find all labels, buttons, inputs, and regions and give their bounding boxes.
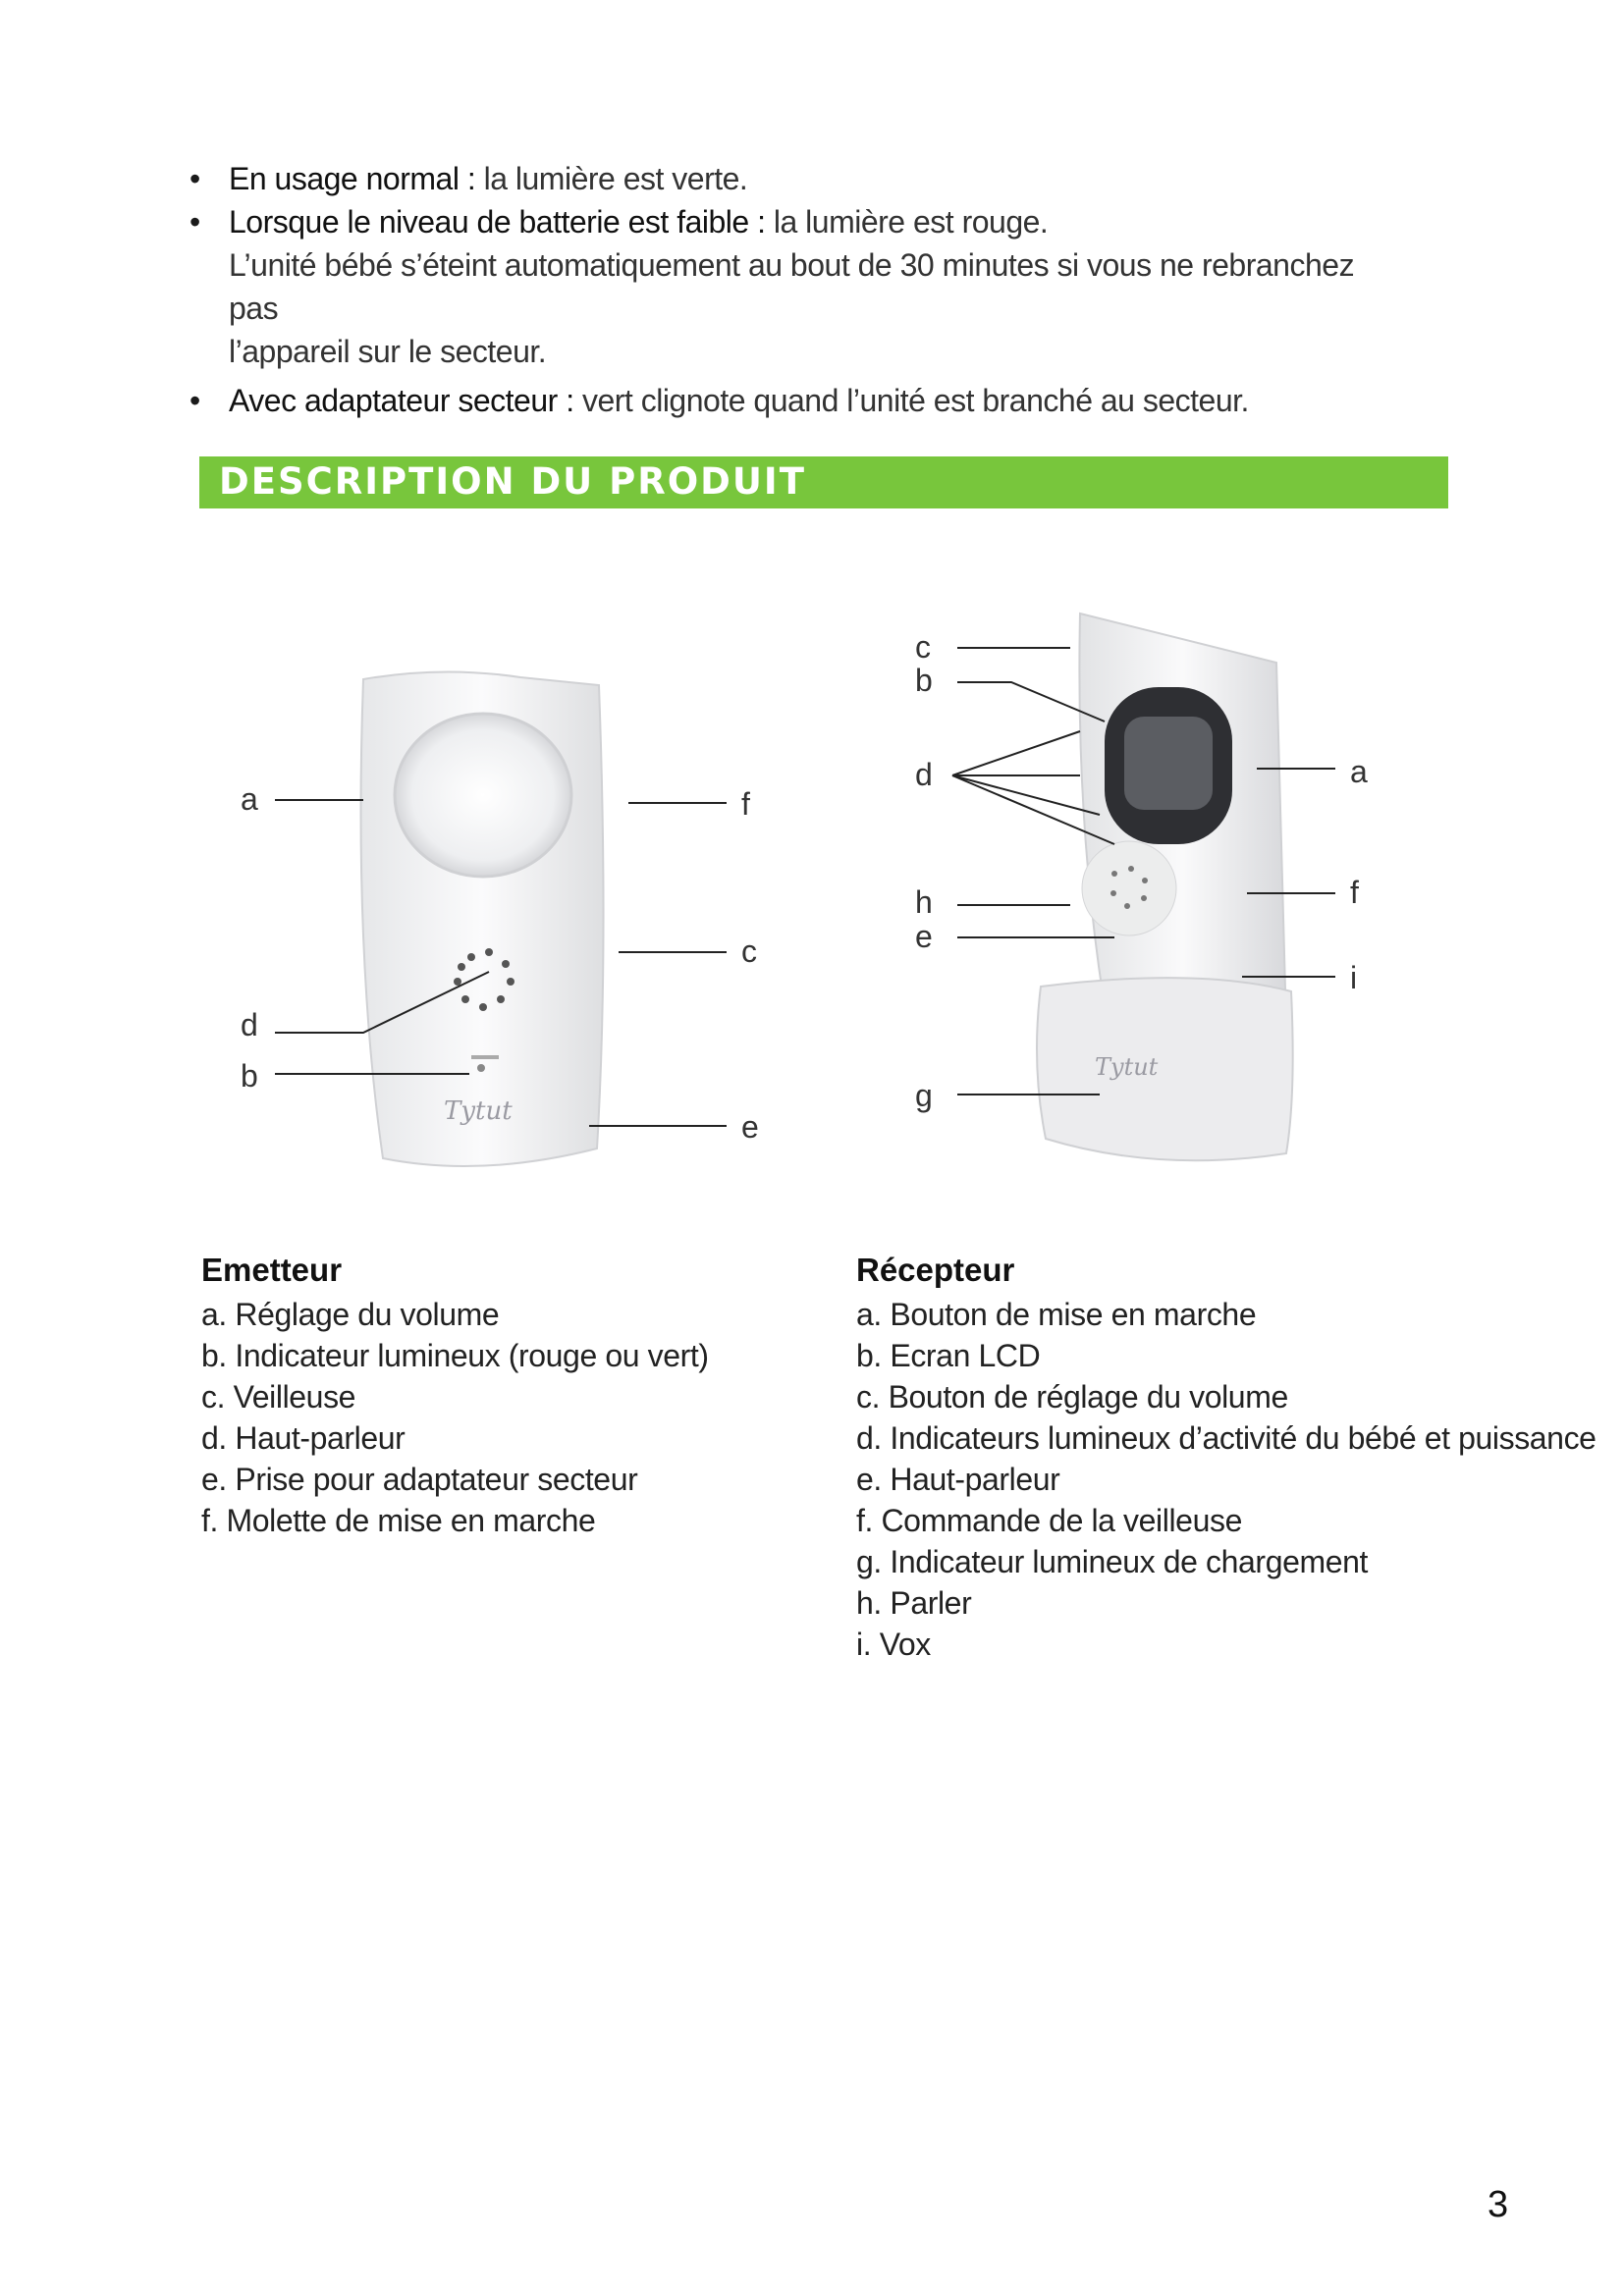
list-item: a. Bouton de mise en marche — [856, 1297, 1257, 1332]
list-item: i. Vox — [856, 1627, 931, 1662]
list-item: c. Veilleuse — [201, 1379, 356, 1415]
recepteur-callout-e: e — [915, 919, 933, 954]
recepteur-callout-b: b — [915, 663, 933, 698]
svg-text:Tytut: Tytut — [444, 1096, 513, 1126]
svg-text:Tytut: Tytut — [1095, 1053, 1159, 1081]
emetteur-callout-a: a — [241, 781, 258, 817]
recepteur-list — [856, 1294, 1597, 1665]
bullet-dot: • — [189, 383, 200, 418]
recepteur-illustration — [903, 594, 1394, 1183]
battery-note-line-1: L’unité bébé s’éteint automatiquement au bout de 30 minutes si vous ne rebranchez pas — [229, 247, 1355, 326]
list-item: e. Haut-parleur — [856, 1462, 1060, 1497]
recepteur-title: Récepteur — [856, 1252, 1015, 1288]
bullet-label: En usage normal : — [229, 161, 476, 196]
bullet-adapter — [189, 379, 1380, 422]
list-item: g. Indicateur lumineux de chargement — [856, 1544, 1369, 1579]
list-item: d. Haut-parleur — [201, 1420, 406, 1456]
list-item: e. Prise pour adaptateur secteur — [201, 1462, 638, 1497]
emetteur-callout-c: c — [741, 934, 757, 969]
recepteur-figure — [903, 594, 1394, 1183]
intro-bullets — [189, 157, 1380, 422]
bullet-low-battery — [189, 200, 1380, 243]
bullet-text: la lumière est rouge. — [765, 204, 1049, 240]
emetteur-figure — [226, 658, 776, 1188]
emetteur-callout-f: f — [741, 786, 750, 822]
list-item: c. Bouton de réglage du volume — [856, 1379, 1288, 1415]
list-item: a. Réglage du volume — [201, 1297, 500, 1332]
emetteur-callout-d: d — [241, 1007, 258, 1042]
list-item: f. Commande de la veilleuse — [856, 1503, 1242, 1538]
recepteur-callout-a: a — [1350, 754, 1368, 789]
list-item: d. Indicateurs lumineux d’activité du bébé et puissance — [856, 1420, 1597, 1456]
recepteur-callout-i: i — [1350, 960, 1358, 995]
bullet-dot: • — [189, 161, 200, 196]
battery-note-line-2: l’appareil sur le secteur. — [229, 334, 547, 369]
recepteur-callout-f: f — [1350, 875, 1359, 910]
recepteur-callout-d: d — [915, 757, 933, 792]
bullet-dot: • — [189, 204, 200, 240]
section-banner — [199, 456, 1448, 508]
list-item: h. Parler — [856, 1585, 972, 1621]
list-item: f. Molette de mise en marche — [201, 1503, 596, 1538]
emetteur-callout-e: e — [741, 1109, 759, 1145]
bullet-text: vert clignote quand l’unité est branché au secteur. — [573, 383, 1249, 418]
emetteur-illustration — [226, 658, 776, 1188]
page-number: 3 — [1488, 2184, 1509, 2225]
bullet-label: Lorsque le niveau de batterie est faible : — [229, 204, 766, 240]
recepteur-callout-c: c — [915, 629, 931, 665]
bullet-label: Avec adaptateur secteur : — [229, 383, 574, 418]
recepteur-callout-h: h — [915, 884, 933, 920]
list-item: b. Ecran LCD — [856, 1338, 1041, 1373]
list-item: b. Indicateur lumineux (rouge ou vert) — [201, 1338, 709, 1373]
emetteur-list — [201, 1294, 709, 1541]
bullet-text: la lumière est verte. — [475, 161, 748, 196]
bullet-normal-use — [189, 157, 1380, 200]
emetteur-callout-b: b — [241, 1058, 258, 1094]
recepteur-callout-g: g — [915, 1078, 933, 1113]
emetteur-title: Emetteur — [201, 1252, 343, 1288]
section-title: DESCRIPTION DU PRODUIT — [219, 460, 806, 503]
